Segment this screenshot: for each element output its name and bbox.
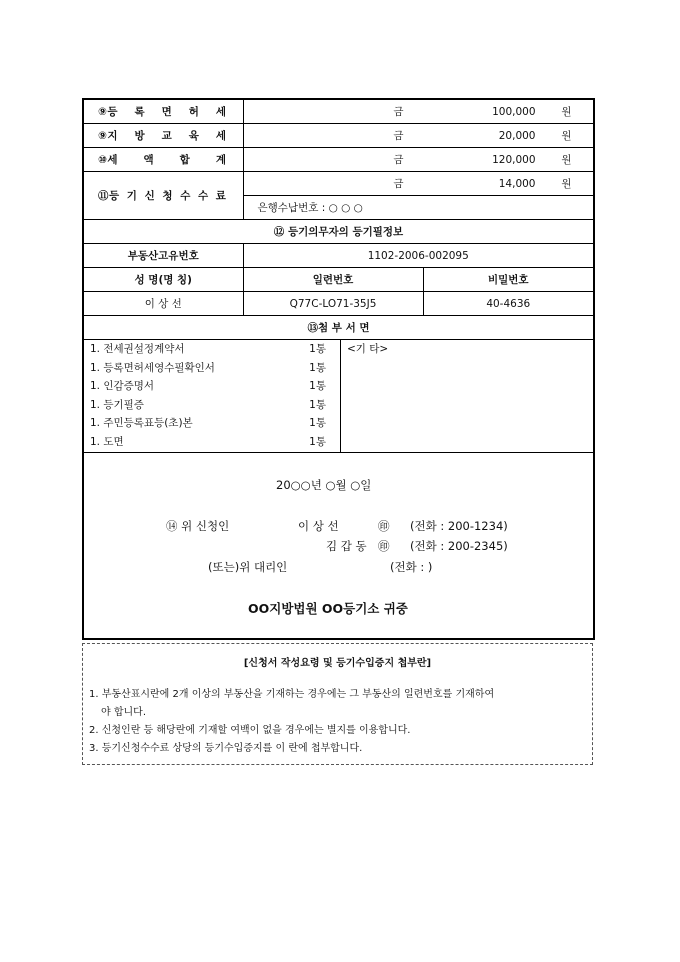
registry-info-values: [83, 292, 594, 316]
attachment-item: 1. 등기필증 1통: [90, 398, 326, 411]
registry-info-header: ⑫ 등기의무자의 등기필정보: [83, 220, 594, 244]
property-id-row: [83, 244, 594, 268]
applicant-2-name: 김 갑 동: [326, 539, 367, 553]
attachments-header-row: [83, 316, 594, 340]
applicant-2-phone: (전화 : 200-2345): [410, 539, 508, 553]
attachment-item: 1. 도면 1통: [90, 435, 326, 448]
instruction-item: 2. 신청인란 등 해당란에 기재할 여백이 없을 경우에는 별지를 이용합니다.: [89, 725, 411, 736]
attachment-item: 1. 주민등록표등(초)본 1통: [90, 417, 326, 429]
attachments-other: <기 타>: [347, 343, 389, 355]
agent-label: (또는)위 대리인: [208, 560, 288, 574]
fee-label: ⑨지 방 교 육 세: [83, 124, 243, 148]
agent-phone: (전화 : ): [390, 560, 433, 574]
form-table: [82, 98, 595, 640]
attachment-item: 1. 전세권설정계약서 1통: [90, 343, 326, 355]
instructions-box: [82, 643, 593, 765]
fee-label: ⑨등 록 면 허 세: [83, 99, 243, 124]
court-addressee: OO지방법원 OO등기소 귀중: [248, 601, 408, 616]
name-value: 이 상 선: [83, 292, 243, 316]
password-value: 40-4636: [423, 292, 594, 316]
attachments-row: [83, 340, 594, 453]
applicant-1-phone: (전화 : 200-1234): [410, 519, 508, 533]
instruction-item: 1. 부동산표시란에 2개 이상의 부동산을 기재하는 경우에는 그 부동산의 일련번호를 기재하여: [89, 689, 495, 700]
attachments-list: [84, 340, 341, 452]
fee-amount: 금 14,000 원: [243, 172, 594, 196]
fee-row-registration-tax: [83, 99, 594, 124]
applicant-label: ⑭ 위 신청인: [166, 519, 230, 533]
serial-label: 일련번호: [243, 268, 423, 292]
instructions-list: [89, 686, 586, 758]
serial-value: Q77C-LO71-35J5: [243, 292, 423, 316]
fee-label: ⑩세 액 합 계: [83, 148, 243, 172]
instructions-title: [신청서 작성요령 및 등기수입증지 첩부란]: [243, 658, 432, 669]
attachments-header: ⑬첨 부 서 면: [83, 316, 594, 340]
registry-info-columns: [83, 268, 594, 292]
attachment-item: 1. 등록면허세영수필확인서 1통: [90, 361, 326, 374]
password-label: 비밀번호: [423, 268, 594, 292]
registration-form: [82, 98, 593, 640]
fee-amount: 금 120,000 원: [243, 148, 594, 172]
bank-receipt-number: 은행수납번호 : ○ ○ ○: [243, 196, 594, 220]
applicant-1-name: 이 상 선: [298, 519, 339, 533]
fee-row-tax-total: [83, 148, 594, 172]
application-date: 20○○년 ○월 ○일: [276, 478, 372, 492]
property-id-value: 1102-2006-002095: [243, 244, 594, 268]
signature-row: [83, 453, 594, 640]
signature-block: [84, 453, 593, 638]
name-label: 성 명(명 칭): [83, 268, 243, 292]
property-id-label: 부동산고유번호: [83, 244, 243, 268]
fee-label: ⑪등 기 신 청 수 수 료: [83, 172, 243, 220]
fee-amount: 금 20,000 원: [243, 124, 594, 148]
instruction-item: 3. 등기신청수수료 상당의 등기수입증지를 이 란에 첩부합니다.: [89, 743, 363, 754]
seal-1: ㊞: [378, 519, 390, 533]
seal-2: ㊞: [378, 539, 390, 553]
fee-row-education-tax: [83, 124, 594, 148]
instruction-item-continued: 야 합니다.: [101, 707, 146, 718]
fee-row-application-fee: [83, 172, 594, 196]
registry-info-header-row: [83, 220, 594, 244]
attachment-item: 1. 인감증명서 1통: [90, 380, 326, 392]
fee-amount: 금 100,000 원: [243, 99, 594, 124]
